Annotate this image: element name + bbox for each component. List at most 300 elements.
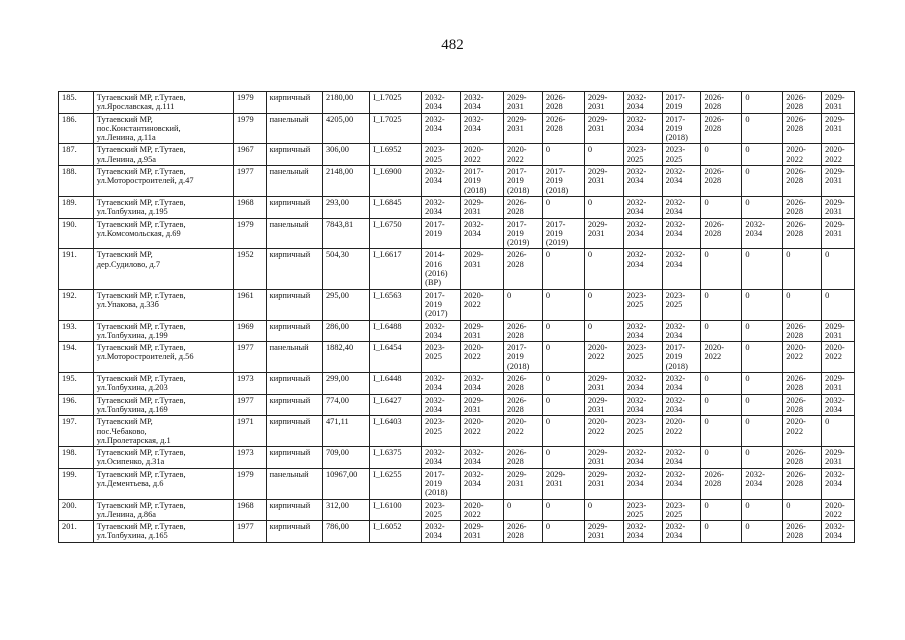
cell-period-8: 2026- 2028 [701,166,742,197]
cell-period-5: 2029- 2031 [584,92,623,114]
cell-area: 7843,81 [322,218,369,249]
cell-period-7: 2032- 2034 [662,320,701,342]
cell-area: 786,00 [322,521,369,543]
cell-house-code: I_I.6563 [370,289,422,320]
cell-period-2: 2020- 2022 [461,416,504,447]
cell-period-8: 2026- 2028 [701,92,742,114]
cell-address: Тутаевский МР, г.Тутаев, ул.Толбухина, д.199 [93,320,233,342]
cell-period-4: 0 [542,342,584,373]
cell-period-11: 2029- 2031 [822,447,855,469]
cell-period-7: 2017- 2019 (2018) [662,113,701,144]
cell-period-3: 2026- 2028 [504,521,543,543]
cell-period-9: 0 [742,166,783,197]
cell-house-code: I_I.6100 [370,499,422,521]
cell-wall-material: панельный [266,342,322,373]
cell-period-3: 2029- 2031 [504,468,543,499]
cell-wall-material: кирпичный [266,92,322,114]
cell-period-11: 2029- 2031 [822,166,855,197]
cell-period-6: 2023- 2025 [623,499,662,521]
cell-year-built: 1973 [233,373,266,395]
cell-period-4: 2026- 2028 [542,92,584,114]
cell-period-8: 2026- 2028 [701,218,742,249]
cell-row-number: 200. [59,499,94,521]
cell-address: Тутаевский МР, г.Тутаев, ул.Осипенко, д.31а [93,447,233,469]
cell-period-2: 2032- 2034 [461,113,504,144]
cell-address: Тутаевский МР, пос.Константиновский, ул.Ленина, д.11а [93,113,233,144]
cell-year-built: 1973 [233,447,266,469]
cell-area: 1882,40 [322,342,369,373]
cell-house-code: I_I.6052 [370,521,422,543]
cell-period-4: 0 [542,373,584,395]
cell-year-built: 1979 [233,113,266,144]
cell-period-4: 0 [542,499,584,521]
cell-wall-material: кирпичный [266,521,322,543]
cell-period-2: 2020- 2022 [461,144,504,166]
cell-period-3: 2026- 2028 [504,196,543,218]
cell-period-5: 2029- 2031 [584,521,623,543]
cell-period-4: 2026- 2028 [542,113,584,144]
cell-period-2: 2029- 2031 [461,249,504,289]
cell-period-2: 2029- 2031 [461,394,504,416]
cell-year-built: 1971 [233,416,266,447]
cell-period-11: 2029- 2031 [822,92,855,114]
cell-period-7: 2017- 2019 (2018) [662,342,701,373]
cell-period-3: 2026- 2028 [504,373,543,395]
cell-area: 504,30 [322,249,369,289]
cell-row-number: 185. [59,92,94,114]
cell-period-11: 2020- 2022 [822,342,855,373]
cell-row-number: 195. [59,373,94,395]
cell-period-3: 0 [504,289,543,320]
cell-wall-material: кирпичный [266,289,322,320]
cell-address: Тутаевский МР, пос.Чебаково, ул.Пролетарская, д.1 [93,416,233,447]
cell-period-5: 0 [584,320,623,342]
cell-address: Тутаевский МР, г.Тутаев, ул.Комсомольская, д.69 [93,218,233,249]
cell-row-number: 194. [59,342,94,373]
cell-house-code: I_I.6454 [370,342,422,373]
cell-row-number: 191. [59,249,94,289]
cell-period-3: 2026- 2028 [504,447,543,469]
cell-period-8: 0 [701,416,742,447]
cell-period-5: 2020- 2022 [584,342,623,373]
cell-period-5: 2029- 2031 [584,447,623,469]
cell-house-code: I_I.6375 [370,447,422,469]
cell-area: 299,00 [322,373,369,395]
cell-period-5: 0 [584,144,623,166]
cell-period-7: 2032- 2034 [662,468,701,499]
cell-period-2: 2032- 2034 [461,92,504,114]
cell-period-7: 2032- 2034 [662,373,701,395]
cell-house-code: I_I.6750 [370,218,422,249]
cell-period-9: 2032- 2034 [742,468,783,499]
cell-house-code: I_I.6427 [370,394,422,416]
cell-year-built: 1961 [233,289,266,320]
cell-year-built: 1979 [233,468,266,499]
cell-period-10: 2026- 2028 [783,92,822,114]
cell-house-code: I_I.6255 [370,468,422,499]
cell-house-code: I_I.6403 [370,416,422,447]
cell-house-code: I_I.6448 [370,373,422,395]
cell-period-7: 2032- 2034 [662,166,701,197]
cell-period-3: 2026- 2028 [504,249,543,289]
cell-period-10: 0 [783,289,822,320]
cell-year-built: 1977 [233,394,266,416]
cell-period-1: 2017- 2019 [422,218,461,249]
cell-period-7: 2032- 2034 [662,218,701,249]
cell-period-8: 0 [701,249,742,289]
cell-period-9: 0 [742,447,783,469]
cell-row-number: 198. [59,447,94,469]
cell-period-2: 2020- 2022 [461,342,504,373]
table-body [59,92,855,543]
cell-period-8: 0 [701,373,742,395]
cell-period-6: 2032- 2034 [623,166,662,197]
cell-period-11: 0 [822,249,855,289]
cell-year-built: 1977 [233,166,266,197]
cell-period-1: 2032- 2034 [422,92,461,114]
cell-period-9: 0 [742,113,783,144]
cell-period-9: 0 [742,144,783,166]
cell-wall-material: кирпичный [266,320,322,342]
cell-period-7: 2023- 2025 [662,499,701,521]
cell-house-code: I_I.7025 [370,113,422,144]
table-row [59,416,855,447]
cell-period-5: 2029- 2031 [584,166,623,197]
cell-area: 312,00 [322,499,369,521]
cell-period-5: 2029- 2031 [584,218,623,249]
cell-period-11: 2029- 2031 [822,320,855,342]
cell-period-9: 0 [742,499,783,521]
cell-period-3: 0 [504,499,543,521]
cell-period-3: 2029- 2031 [504,92,543,114]
cell-address: Тутаевский МР, г.Тутаев, ул.Толбухина, д.169 [93,394,233,416]
cell-period-8: 2026- 2028 [701,468,742,499]
cell-period-4: 2017- 2019 (2019) [542,218,584,249]
cell-period-9: 0 [742,416,783,447]
cell-period-7: 2032- 2034 [662,447,701,469]
cell-period-4: 2029- 2031 [542,468,584,499]
table-row [59,92,855,114]
cell-house-code: I_I.6845 [370,196,422,218]
table-row [59,373,855,395]
cell-period-10: 0 [783,499,822,521]
cell-period-5: 0 [584,249,623,289]
cell-period-7: 2032- 2034 [662,196,701,218]
table-row [59,144,855,166]
cell-period-6: 2032- 2034 [623,92,662,114]
cell-period-1: 2014- 2016 (2016) (ВР) [422,249,461,289]
cell-period-5: 2029- 2031 [584,468,623,499]
cell-wall-material: панельный [266,218,322,249]
cell-address: Тутаевский МР, г.Тутаев, ул.Ленина, д.95а [93,144,233,166]
cell-period-10: 2026- 2028 [783,373,822,395]
cell-period-1: 2017- 2019 (2018) [422,468,461,499]
cell-period-11: 2032- 2034 [822,468,855,499]
cell-period-6: 2032- 2034 [623,218,662,249]
cell-period-10: 2026- 2028 [783,166,822,197]
cell-year-built: 1977 [233,521,266,543]
cell-period-2: 2029- 2031 [461,521,504,543]
cell-address: Тутаевский МР, г.Тутаев, ул.Упакова, д.33б [93,289,233,320]
cell-period-9: 2032- 2034 [742,218,783,249]
cell-area: 774,00 [322,394,369,416]
cell-period-1: 2032- 2034 [422,113,461,144]
cell-period-6: 2032- 2034 [623,394,662,416]
cell-period-1: 2032- 2034 [422,166,461,197]
table-row [59,499,855,521]
cell-wall-material: панельный [266,113,322,144]
cell-period-1: 2032- 2034 [422,447,461,469]
cell-period-3: 2026- 2028 [504,320,543,342]
cell-period-3: 2029- 2031 [504,113,543,144]
table-row [59,113,855,144]
cell-house-code: I_I.6617 [370,249,422,289]
cell-period-4: 0 [542,144,584,166]
cell-period-9: 0 [742,289,783,320]
cell-address: Тутаевский МР, г.Тутаев, ул.Ярославская, д.111 [93,92,233,114]
cell-wall-material: кирпичный [266,416,322,447]
cell-wall-material: кирпичный [266,373,322,395]
cell-area: 471,11 [322,416,369,447]
cell-address: Тутаевский МР, г.Тутаев, ул.Дементьева, д.6 [93,468,233,499]
cell-period-3: 2017- 2019 (2018) [504,166,543,197]
cell-year-built: 1968 [233,499,266,521]
cell-period-7: 2020- 2022 [662,416,701,447]
cell-period-8: 0 [701,196,742,218]
cell-period-4: 0 [542,521,584,543]
cell-period-8: 0 [701,499,742,521]
cell-period-1: 2032- 2034 [422,521,461,543]
cell-period-11: 2029- 2031 [822,196,855,218]
cell-period-9: 0 [742,394,783,416]
cell-period-1: 2023- 2025 [422,499,461,521]
cell-year-built: 1979 [233,218,266,249]
cell-period-1: 2017- 2019 (2017) [422,289,461,320]
cell-period-1: 2023- 2025 [422,416,461,447]
cell-row-number: 186. [59,113,94,144]
cell-period-9: 0 [742,320,783,342]
cell-period-4: 0 [542,416,584,447]
cell-row-number: 201. [59,521,94,543]
cell-year-built: 1969 [233,320,266,342]
cell-period-7: 2023- 2025 [662,289,701,320]
cell-period-10: 2020- 2022 [783,416,822,447]
cell-house-code: I_I.7025 [370,92,422,114]
table-row [59,289,855,320]
cell-wall-material: кирпичный [266,249,322,289]
cell-period-1: 2023- 2025 [422,342,461,373]
cell-period-2: 2032- 2034 [461,218,504,249]
cell-row-number: 193. [59,320,94,342]
cell-area: 293,00 [322,196,369,218]
cell-period-3: 2020- 2022 [504,416,543,447]
cell-period-1: 2032- 2034 [422,320,461,342]
cell-period-9: 0 [742,373,783,395]
cell-period-11: 2020- 2022 [822,499,855,521]
cell-period-5: 0 [584,499,623,521]
cell-period-10: 2026- 2028 [783,320,822,342]
cell-period-4: 0 [542,249,584,289]
cell-period-8: 0 [701,521,742,543]
cell-year-built: 1977 [233,342,266,373]
cell-period-5: 0 [584,289,623,320]
cell-period-1: 2032- 2034 [422,196,461,218]
cell-period-6: 2023- 2025 [623,144,662,166]
table-row [59,447,855,469]
cell-row-number: 189. [59,196,94,218]
cell-area: 2148,00 [322,166,369,197]
cell-period-10: 2020- 2022 [783,342,822,373]
cell-period-4: 2017- 2019 (2018) [542,166,584,197]
cell-wall-material: кирпичный [266,394,322,416]
cell-period-8: 0 [701,447,742,469]
cell-period-10: 2026- 2028 [783,394,822,416]
cell-area: 286,00 [322,320,369,342]
cell-period-10: 2026- 2028 [783,113,822,144]
cell-period-8: 0 [701,289,742,320]
cell-period-10: 2026- 2028 [783,196,822,218]
cell-period-3: 2020- 2022 [504,144,543,166]
cell-period-2: 2029- 2031 [461,320,504,342]
cell-period-2: 2032- 2034 [461,373,504,395]
cell-period-3: 2017- 2019 (2018) [504,342,543,373]
cell-period-9: 0 [742,521,783,543]
cell-address: Тутаевский МР, г.Тутаев, ул.Ленина, д.86а [93,499,233,521]
cell-period-6: 2032- 2034 [623,113,662,144]
cell-row-number: 187. [59,144,94,166]
cell-period-2: 2032- 2034 [461,447,504,469]
cell-period-11: 0 [822,416,855,447]
cell-period-10: 0 [783,249,822,289]
cell-wall-material: кирпичный [266,144,322,166]
cell-period-10: 2026- 2028 [783,447,822,469]
cell-year-built: 1968 [233,196,266,218]
cell-period-4: 0 [542,447,584,469]
cell-area: 4205,00 [322,113,369,144]
cell-period-5: 2029- 2031 [584,113,623,144]
cell-house-code: I_I.6488 [370,320,422,342]
cell-period-8: 0 [701,320,742,342]
cell-wall-material: кирпичный [266,499,322,521]
cell-period-10: 2026- 2028 [783,218,822,249]
cell-period-8: 0 [701,394,742,416]
cell-address: Тутаевский МР, г.Тутаев, ул.Толбухина, д.203 [93,373,233,395]
cell-period-4: 0 [542,394,584,416]
cell-period-7: 2032- 2034 [662,249,701,289]
cell-period-10: 2026- 2028 [783,521,822,543]
cell-period-8: 0 [701,144,742,166]
cell-period-1: 2032- 2034 [422,373,461,395]
cell-period-4: 0 [542,289,584,320]
cell-row-number: 188. [59,166,94,197]
cell-period-11: 2020- 2022 [822,144,855,166]
cell-row-number: 190. [59,218,94,249]
cell-period-6: 2032- 2034 [623,373,662,395]
table-row [59,320,855,342]
cell-row-number: 199. [59,468,94,499]
cell-row-number: 197. [59,416,94,447]
cell-period-11: 2032- 2034 [822,521,855,543]
cell-address: Тутаевский МР, дер.Судилово, д.7 [93,249,233,289]
cell-period-11: 2032- 2034 [822,394,855,416]
cell-area: 10967,00 [322,468,369,499]
cell-address: Тутаевский МР, г.Тутаев, ул.Моторостроителей, д.47 [93,166,233,197]
cell-period-11: 2029- 2031 [822,113,855,144]
cell-row-number: 192. [59,289,94,320]
cell-period-1: 2032- 2034 [422,394,461,416]
cell-year-built: 1952 [233,249,266,289]
cell-period-7: 2032- 2034 [662,394,701,416]
page-number: 482 [441,37,464,53]
cell-period-7: 2017- 2019 [662,92,701,114]
cell-period-4: 0 [542,320,584,342]
cell-period-3: 2026- 2028 [504,394,543,416]
cell-period-1: 2023- 2025 [422,144,461,166]
cell-period-11: 0 [822,289,855,320]
cell-period-9: 0 [742,342,783,373]
cell-year-built: 1979 [233,92,266,114]
cell-period-9: 0 [742,92,783,114]
cell-period-5: 0 [584,196,623,218]
cell-wall-material: кирпичный [266,196,322,218]
table-row [59,249,855,289]
cell-period-7: 2023- 2025 [662,144,701,166]
cell-period-2: 2029- 2031 [461,196,504,218]
cell-period-7: 2032- 2034 [662,521,701,543]
cell-period-9: 0 [742,196,783,218]
cell-address: Тутаевский МР, г.Тутаев, ул.Толбухина, д.165 [93,521,233,543]
cell-wall-material: кирпичный [266,447,322,469]
cell-period-8: 2026- 2028 [701,113,742,144]
cell-area: 2180,00 [322,92,369,114]
cell-period-2: 2032- 2034 [461,468,504,499]
cell-period-2: 2017- 2019 (2018) [461,166,504,197]
cell-area: 306,00 [322,144,369,166]
cell-row-number: 196. [59,394,94,416]
cell-period-4: 0 [542,196,584,218]
cell-period-6: 2032- 2034 [623,468,662,499]
cell-period-2: 2020- 2022 [461,289,504,320]
cell-period-11: 2029- 2031 [822,373,855,395]
cell-period-6: 2032- 2034 [623,249,662,289]
cell-area: 709,00 [322,447,369,469]
table-row [59,342,855,373]
cell-year-built: 1967 [233,144,266,166]
cell-period-6: 2032- 2034 [623,447,662,469]
cell-period-6: 2023- 2025 [623,289,662,320]
cell-period-6: 2023- 2025 [623,416,662,447]
cell-wall-material: панельный [266,468,322,499]
cell-period-6: 2032- 2034 [623,320,662,342]
cell-period-8: 2020- 2022 [701,342,742,373]
cell-period-6: 2032- 2034 [623,196,662,218]
table-row [59,394,855,416]
cell-period-10: 2026- 2028 [783,468,822,499]
table-row [59,468,855,499]
cell-period-9: 0 [742,249,783,289]
cell-wall-material: панельный [266,166,322,197]
cell-period-5: 2029- 2031 [584,373,623,395]
table-row [59,166,855,197]
cell-period-6: 2032- 2034 [623,521,662,543]
cell-period-11: 2029- 2031 [822,218,855,249]
cell-period-5: 2020- 2022 [584,416,623,447]
table-row [59,196,855,218]
cell-address: Тутаевский МР, г.Тутаев, ул.Толбухина, д.195 [93,196,233,218]
cell-period-3: 2017- 2019 (2019) [504,218,543,249]
cell-address: Тутаевский МР, г.Тутаев, ул.Моторостроителей, д.56 [93,342,233,373]
cell-period-5: 2029- 2031 [584,394,623,416]
